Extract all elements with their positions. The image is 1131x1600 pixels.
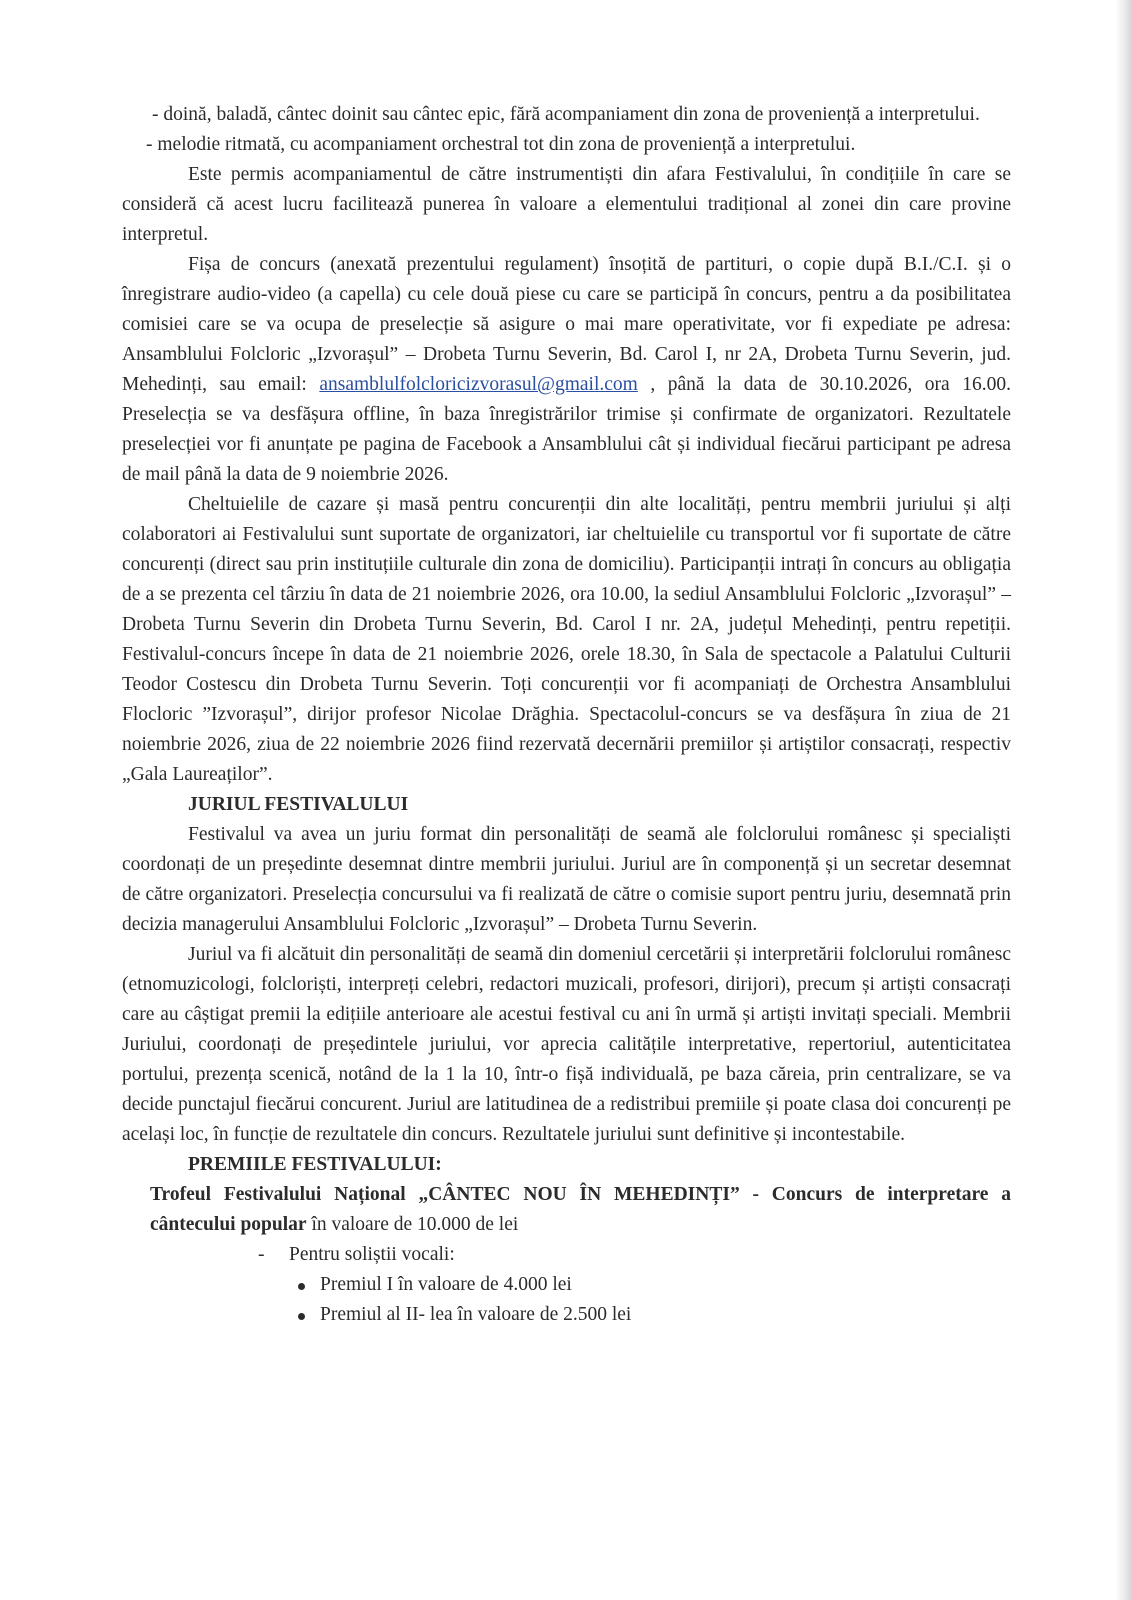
trophy-title: Trofeul Festivalului Național „CÂNTEC NOU ÎN MEHEDINȚI” - Concurs de interpretare a cântecului popular — [150, 1184, 1011, 1235]
dash-bullet: - — [258, 1244, 265, 1265]
paragraph-juriu-format: Festivalul va avea un juriu format din personalități de seamă ale folclorului românesc și specialiști coordonați de un președinte desemnat dintre membrii juriului. Juriul are în componență și un secretar desemnat de către organizatori. Preselecția concursului va fi realizată de către o comisie suport pentru juriu, desemnată prin decizia managerului Ansamblului Folcloric „Izvorașul” – Drobeta Turnu Severin. — [122, 824, 1011, 935]
document-page — [122, 100, 1011, 1330]
heading-premiile: PREMIILE FESTIVALULUI: — [188, 1154, 442, 1175]
paragraph-melodie: - melodie ritmată, cu acompaniament orchestral tot din zona de proveniență a interpretului. — [146, 134, 856, 155]
fisa-text-start: Fișa de concurs (anexată prezentului regulament) însoțită de partituri, o copie după B.I./C.I. și o înregistrare audio-video (a capella) cu cele două piese cu care se participă în concurs, pentru a da posibilitatea comisiei care se va ocupa de preselecție să asigure o mai mare operativitate, vor fi expediate pe adresa: Ansamblului Folcloric „Izvorașul” – Drobeta Turnu Severin, Bd. Carol I, nr 2A, Drobeta Turnu Severin, jud. Mehedinți, sau email: — [122, 254, 1011, 395]
bullet-dot-icon — [298, 1283, 305, 1290]
paragraph-doina: - doină, baladă, cântec doinit sau cântec epic, fără acompaniament din zona de proveniență a interpretului. — [152, 104, 980, 125]
prize-list — [122, 1270, 1011, 1330]
paragraph-juriu-alcatuit: Juriul va fi alcătuit din personalități de seamă din domeniul cercetării și interpretării folclorului românesc (etnomuzicologi, folcloriști, interpreți celebri, redactori muzicali, profesori, dirijori), precum și artiști consacrați care au câștigat premii la edițiile anterioare ale acestui festival cu ani în urmă și artiști invitați speciali. Membrii Juriului, coordonați de președintele juriului, vor aprecia calitățile interpretative, repertoriul, autenticitatea portului, prezența scenică, notând de la 1 la 10, într-o fișă individuală, pe baza căreia, prin centralizare, se va decide punctajul fiecărui concurent. Juriul are latitudinea de a redistribui premiile și poate clasa doi concurenți pe același loc, în funcție de rezultatele din concurs. Rezultatele juriului sunt definitive și incontestabile. — [122, 944, 1011, 1145]
paragraph-cheltuieli: Cheltuielile de cazare și masă pentru concurenții din alte localități, pentru membrii juriului și alți colaboratori ai Festivalului sunt suportate de organizatori, iar cheltuielile cu transportul vor fi suportate de către concurenți (direct sau prin instituțiile culturale din zona de domiciliu). Participanții intrați în concurs au obligația de a se prezenta cel târziu în data de 21 noiembrie 2026, ora 10.00, la sediul Ansamblului Folcloric „Izvorașul” – Drobeta Turnu Severin din Drobeta Turnu Severin, Bd. Carol I nr. 2A, județul Mehedinți, pentru repetiții. Festivalul-concurs începe în data de 21 noiembrie 2026, orele 18.30, în Sala de spectacole a Palatului Culturii Teodor Costescu din Drobeta Turnu Severin. Toți concurenții vor fi acompaniați de Orchestra Ansamblului Flocloric ”Izvorașul”, dirijor profesor Nicolae Drăghia. Spectacolul-concurs se va desfășura în ziua de 21 noiembrie 2026, ziua de 22 noiembrie 2026 fiind rezervată decernării premiilor și artiștilor consacrați, respectiv „Gala Laureaților”. — [122, 494, 1011, 785]
heading-juriul: JURIUL FESTIVALULUI — [188, 794, 409, 815]
email-link[interactable]: ansamblulfolcloricizvorasul@gmail.com — [319, 374, 638, 395]
trophy-value: în valoare de 10.000 de lei — [306, 1214, 519, 1235]
prize-item — [292, 1270, 1011, 1300]
paragraph-acompaniament: Este permis acompaniamentul de către instrumentiști din afara Festivalului, în condițiile în care se consideră că acest lucru facilitează punerea în valoare a elementului tradițional al zonei din care provine interpretul. — [122, 164, 1011, 245]
bullet-dot-icon — [298, 1313, 305, 1320]
prize-text: Premiul al II- lea în valoare de 2.500 lei — [320, 1304, 632, 1325]
paragraph-fisa-concurs — [122, 250, 1011, 490]
fisa-text-end: , până la data de 30.10.2026, ora 16.00. Preselecția se va desfășura offline, în baza înregistrărilor trimise și confirmate de organizatori. Rezultatele preselecției vor fi anunțate pe pagina de Facebook a Ansamblului cât și individual fiecărui participant pe adresa de mail până la data de 9 noiembrie 2026. — [122, 374, 1011, 485]
trophy-paragraph — [150, 1180, 1011, 1240]
soloists-label: Pentru soliștii vocali: — [289, 1244, 455, 1265]
prize-text: Premiul I în valoare de 4.000 lei — [320, 1274, 572, 1295]
soloists-item — [258, 1240, 1011, 1270]
prize-item — [292, 1300, 1011, 1330]
scan-page-edge — [1115, 0, 1131, 1600]
